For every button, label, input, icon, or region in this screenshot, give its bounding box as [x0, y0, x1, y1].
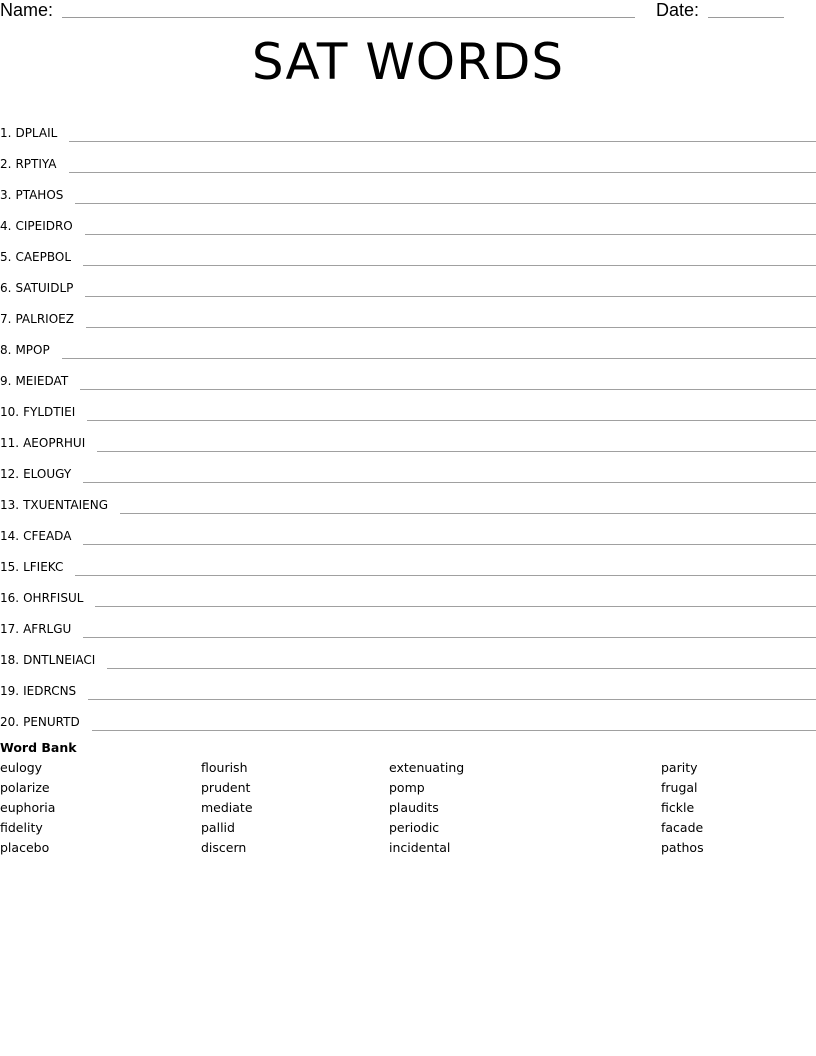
question-text — [0, 342, 50, 359]
scrambled-word: CAEPBOL — [15, 250, 72, 264]
question-row — [0, 142, 816, 173]
question-row — [0, 359, 816, 390]
date-label: Date: — [656, 0, 700, 20]
question-number: 18. — [0, 653, 20, 667]
answer-line[interactable] — [86, 326, 816, 328]
question-list — [0, 111, 816, 731]
question-text — [0, 218, 73, 235]
answer-line[interactable] — [69, 140, 816, 142]
answer-line[interactable] — [83, 636, 816, 638]
page-title: SAT WORDS — [251, 33, 565, 91]
question-number: 20. — [0, 715, 20, 729]
question-row — [0, 173, 816, 204]
answer-line[interactable] — [62, 357, 816, 359]
question-row — [0, 700, 816, 731]
answer-line[interactable] — [97, 450, 816, 452]
question-text — [0, 125, 57, 142]
date-field-line[interactable] — [708, 17, 784, 18]
answer-line[interactable] — [92, 729, 816, 731]
question-text — [0, 714, 80, 731]
scrambled-word: CFEADA — [23, 529, 72, 543]
question-text — [0, 528, 71, 545]
question-text — [0, 373, 68, 390]
word-bank-item: mediate — [201, 800, 253, 815]
scrambled-word: TXUENTAIENG — [23, 498, 108, 512]
question-row — [0, 266, 816, 297]
word-bank-column — [389, 760, 464, 860]
word-bank-item: incidental — [389, 840, 451, 855]
question-row — [0, 669, 816, 700]
question-number: 2. — [0, 157, 12, 171]
question-number: 6. — [0, 281, 12, 295]
answer-line[interactable] — [95, 605, 816, 607]
scrambled-word: RPTIYA — [15, 157, 57, 171]
answer-line[interactable] — [85, 295, 816, 297]
word-bank — [0, 740, 816, 864]
answer-line[interactable] — [75, 202, 816, 204]
question-row — [0, 607, 816, 638]
question-row — [0, 111, 816, 142]
question-text — [0, 249, 71, 266]
question-row — [0, 638, 816, 669]
question-number: 13. — [0, 498, 20, 512]
question-text — [0, 187, 63, 204]
question-row — [0, 421, 816, 452]
answer-line[interactable] — [88, 698, 816, 700]
word-bank-columns — [0, 760, 816, 864]
word-bank-item: pomp — [389, 780, 425, 795]
word-bank-item: frugal — [661, 780, 698, 795]
question-number: 12. — [0, 467, 20, 481]
question-number: 1. — [0, 126, 12, 140]
question-text — [0, 280, 73, 297]
scrambled-word: OHRFISUL — [23, 591, 84, 605]
answer-line[interactable] — [120, 512, 816, 514]
scrambled-word: MEIEDAT — [15, 374, 69, 388]
word-bank-item: fidelity — [0, 820, 43, 835]
word-bank-item: plaudits — [389, 800, 439, 815]
answer-line[interactable] — [69, 171, 816, 173]
answer-line[interactable] — [83, 481, 816, 483]
scrambled-word: PTAHOS — [15, 188, 64, 202]
question-text — [0, 559, 63, 576]
scrambled-word: AFRLGU — [23, 622, 72, 636]
question-text — [0, 311, 74, 328]
answer-line[interactable] — [87, 419, 816, 421]
scrambled-word: LFIEKC — [23, 560, 64, 574]
question-row — [0, 452, 816, 483]
question-row — [0, 328, 816, 359]
question-row — [0, 545, 816, 576]
question-row — [0, 235, 816, 266]
word-bank-item: placebo — [0, 840, 50, 855]
question-text — [0, 590, 83, 607]
question-row — [0, 576, 816, 607]
word-bank-item: pathos — [661, 840, 704, 855]
answer-line[interactable] — [75, 574, 816, 576]
question-number: 11. — [0, 436, 20, 450]
scrambled-word: DNTLNEIACI — [23, 653, 96, 667]
answer-line[interactable] — [85, 233, 816, 235]
question-text — [0, 466, 71, 483]
word-bank-item: pallid — [201, 820, 235, 835]
scrambled-word: PENURTD — [23, 715, 80, 729]
question-number: 14. — [0, 529, 20, 543]
word-bank-column — [201, 760, 253, 860]
word-bank-item: extenuating — [389, 760, 465, 775]
question-number: 10. — [0, 405, 20, 419]
question-row — [0, 514, 816, 545]
question-number: 15. — [0, 560, 20, 574]
answer-line[interactable] — [83, 543, 816, 545]
name-field-line[interactable] — [62, 17, 635, 18]
header-row — [0, 0, 816, 22]
question-number: 7. — [0, 312, 12, 326]
scrambled-word: FYLDTIEI — [23, 405, 76, 419]
word-bank-item: polarize — [0, 780, 50, 795]
question-number: 4. — [0, 219, 12, 233]
word-bank-item: prudent — [201, 780, 251, 795]
word-bank-item: discern — [201, 840, 247, 855]
scrambled-word: MPOP — [15, 343, 50, 357]
scrambled-word: DPLAIL — [15, 126, 58, 140]
scrambled-word: IEDRCNS — [23, 684, 77, 698]
question-text — [0, 404, 75, 421]
question-number: 16. — [0, 591, 20, 605]
question-number: 3. — [0, 188, 12, 202]
question-text — [0, 652, 95, 669]
scrambled-word: CIPEIDRO — [15, 219, 73, 233]
answer-line[interactable] — [107, 667, 816, 669]
question-text — [0, 621, 71, 638]
answer-line[interactable] — [80, 388, 816, 390]
question-text — [0, 683, 76, 700]
word-bank-item: eulogy — [0, 760, 43, 775]
word-bank-column — [661, 760, 704, 860]
word-bank-column — [0, 760, 55, 860]
scrambled-word: AEOPRHUI — [23, 436, 86, 450]
scrambled-word: ELOUGY — [23, 467, 72, 481]
word-bank-item: parity — [661, 760, 698, 775]
word-bank-item: fickle — [661, 800, 695, 815]
question-number: 17. — [0, 622, 20, 636]
question-number: 8. — [0, 343, 12, 357]
question-number: 9. — [0, 374, 12, 388]
word-bank-item: flourish — [201, 760, 248, 775]
name-label: Name: — [0, 0, 54, 20]
question-row — [0, 483, 816, 514]
question-text — [0, 435, 85, 452]
answer-line[interactable] — [83, 264, 816, 266]
question-number: 19. — [0, 684, 20, 698]
word-bank-title: Word Bank — [0, 740, 77, 755]
word-bank-item: facade — [661, 820, 704, 835]
question-text — [0, 497, 108, 514]
question-number: 5. — [0, 250, 12, 264]
question-row — [0, 204, 816, 235]
scrambled-word: PALRIOEZ — [15, 312, 74, 326]
scrambled-word: SATUIDLP — [15, 281, 74, 295]
question-row — [0, 390, 816, 421]
question-row — [0, 297, 816, 328]
word-bank-item: euphoria — [0, 800, 56, 815]
word-bank-item: periodic — [389, 820, 440, 835]
question-text — [0, 156, 57, 173]
